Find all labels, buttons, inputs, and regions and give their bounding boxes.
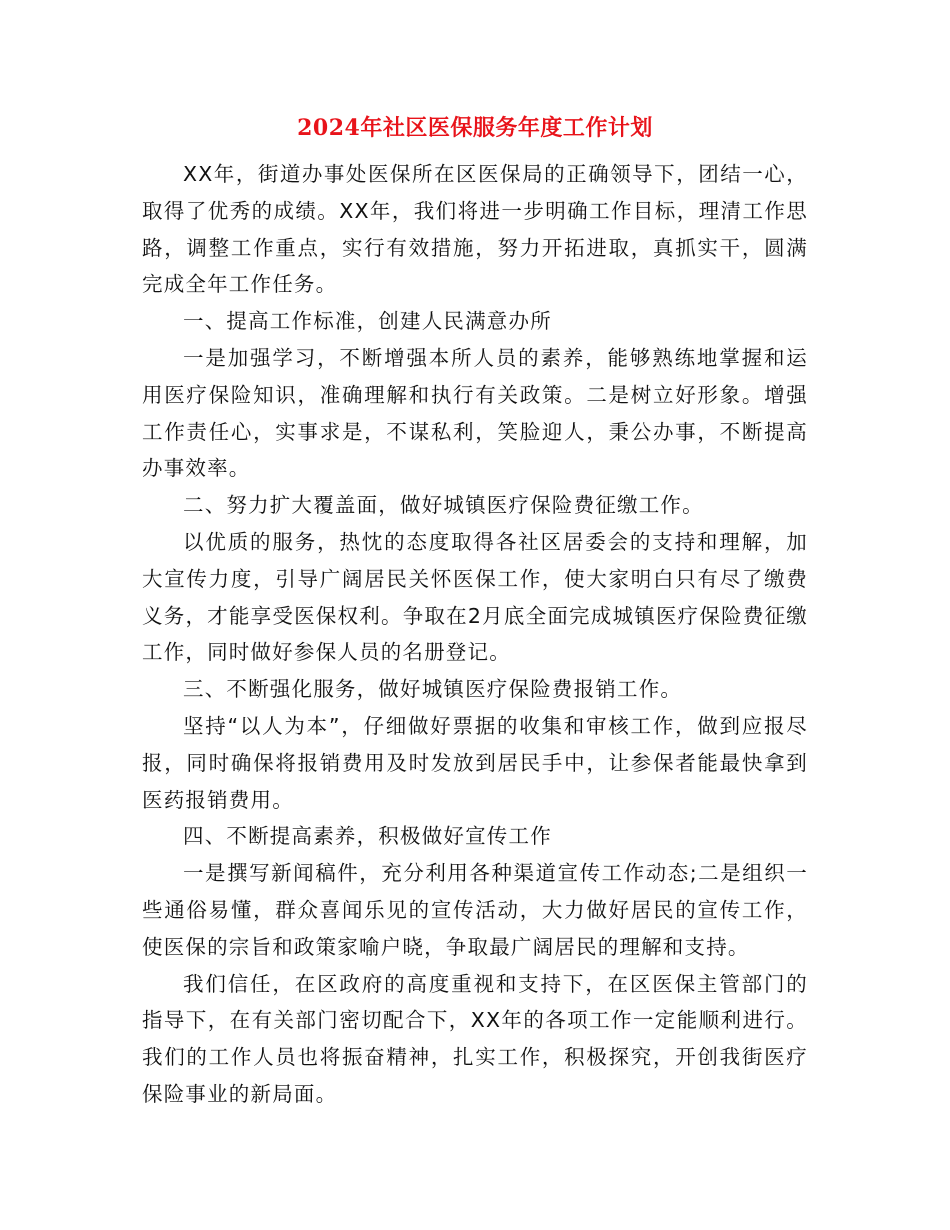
section-heading-4: 四、不断提高素养，积极做好宣传工作 [183, 824, 552, 849]
paragraph-section-4: 一是撰写新闻稿件，充分利用各种渠道宣传工作动态;二是组织一些通俗易懂，群众喜闻乐见的宣传活动，大力做好居民的宣传工作，使医保的宗旨和政策家喻户晓，争取最广阔居民的理解和支持。 [142, 861, 808, 959]
paragraph-intro: XX年，街道办事处医保所在区医保局的正确领导下，团结一心，取得了优秀的成绩。XX年，我们将进一步明确工作目标，理清工作思路，调整工作重点，实行有效措施，努力开拓进取，真抓实干，圆满完成全年工作任务。 [142, 162, 808, 297]
paragraph-conclusion: 我们信任，在区政府的高度重视和支持下，在区医保主管部门的指导下，在有关部门密切配合下，XX年的各项工作一定能顺利进行。我们的工作人员也将振奋精神，扎实工作，积极探究，开创我街医疗保险事业的新局面。 [142, 971, 808, 1106]
paragraph-section-2: 以优质的服务，热忱的态度取得各社区居委会的支持和理解，加大宣传力度，引导广阔居民关怀医保工作，使大家明白只有尽了缴费义务，才能享受医保权利。争取在2月底全面完成城镇医疗保险费征缴工作，同时做好参保人员的名册登记。 [142, 529, 808, 665]
paragraph-section-1: 一是加强学习，不断增强本所人员的素养，能够熟练地掌握和运用医疗保险知识，准确理解和执行有关政策。二是树立好形象。增强工作责任心，实事求是，不谋私利，笑脸迎人，秉公办事，不断提高办事效率。 [142, 345, 808, 481]
document-title: 2024年社区医保服务年度工作计划 [297, 115, 653, 141]
section-heading-2: 二、努力扩大覆盖面，做好城镇医疗保险费征缴工作。 [183, 493, 704, 518]
section-heading-3: 三、不断强化服务，做好城镇医疗保险费报销工作。 [183, 677, 683, 702]
document-body [142, 156, 808, 1113]
section-heading-1: 一、提高工作标准，创建人民满意办所 [183, 309, 552, 334]
paragraph-section-3: 坚持“以人为本”，仔细做好票据的收集和审核工作，做到应报尽报，同时确保将报销费用及时发放到居民手中，让参保者能最快拿到医药报销费用。 [142, 713, 808, 812]
